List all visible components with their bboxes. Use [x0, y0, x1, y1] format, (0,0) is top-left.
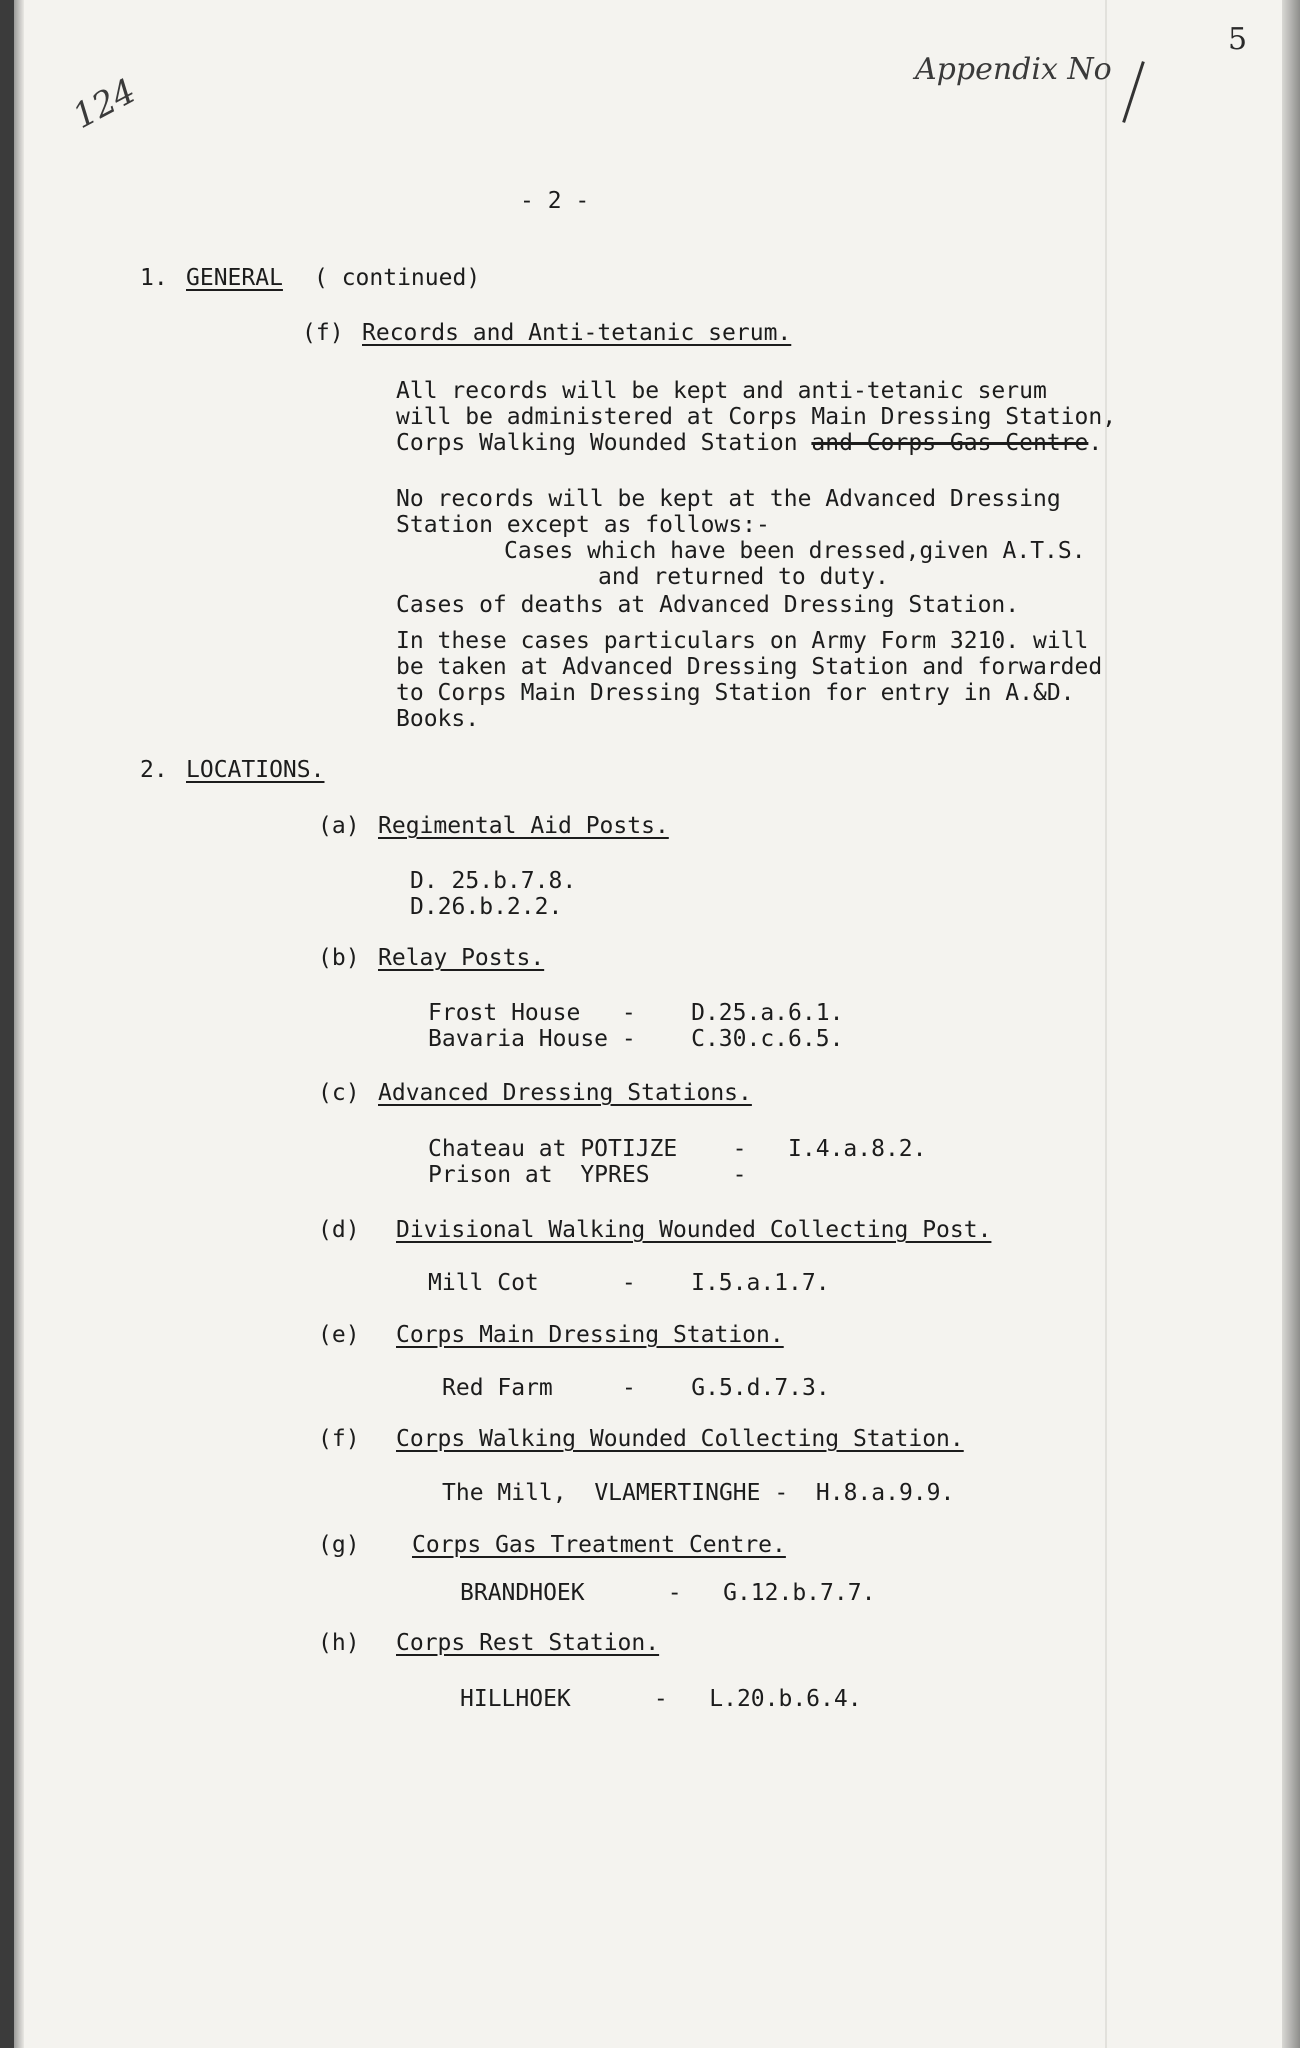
location-line: BRANDHOEK - G.12.b.7.7. — [460, 1580, 876, 1606]
paragraph-line: Station except as follows:- — [396, 512, 770, 538]
page-marker: - 2 - — [520, 188, 590, 214]
subsection-label: (e) — [318, 1322, 360, 1348]
location-line: D. 25.b.7.8. — [410, 868, 577, 894]
paragraph-line: In these cases particulars on Army Form 3210. will — [396, 628, 1089, 654]
folio-number: 124 — [66, 71, 143, 137]
paragraph-line: be taken at Advanced Dressing Station and forwarded — [396, 654, 1103, 680]
subsection-label: (f) — [318, 1426, 360, 1452]
paragraph-line: No records will be kept at the Advanced Dressing — [396, 486, 1061, 512]
location-line: Chateau at POTIJZE - I.4.a.8.2. — [428, 1136, 927, 1162]
subsection-label: (d) — [318, 1217, 360, 1243]
location-line: The Mill, VLAMERTINGHE - H.8.a.9.9. — [442, 1480, 955, 1506]
paragraph-line: Cases which have been dressed,given A.T.S. — [504, 538, 1086, 564]
subsection-title: Corps Gas Treatment Centre. — [412, 1532, 786, 1558]
paragraph-line: All records will be kept and anti-tetanic serum — [396, 378, 1047, 404]
scan-left-edge — [0, 0, 14, 2048]
subsection-title: Advanced Dressing Stations. — [378, 1080, 752, 1106]
section2-title: LOCATIONS. — [186, 757, 325, 783]
location-line: HILLHOEK - L.20.b.6.4. — [460, 1686, 862, 1712]
scan-left-shadow — [14, 0, 24, 2048]
subsection-label: (b) — [318, 945, 360, 971]
section1-number: 1. — [140, 265, 168, 291]
subsection-title: Corps Walking Wounded Collecting Station. — [396, 1426, 964, 1452]
paragraph-line: Cases of deaths at Advanced Dressing Station. — [396, 592, 1020, 618]
subsection-f-label: (f) — [302, 320, 344, 346]
section2-number: 2. — [140, 757, 168, 783]
paragraph-line: and returned to duty. — [598, 564, 889, 590]
paper-fold-line — [1105, 0, 1107, 2048]
subsection-title: Divisional Walking Wounded Collecting Post. — [396, 1217, 992, 1243]
section1-title-suffix: ( continued) — [314, 265, 481, 291]
subsection-title: Relay Posts. — [378, 945, 545, 971]
subsection-label: (c) — [318, 1080, 360, 1106]
location-line: Bavaria House - C.30.c.6.5. — [428, 1026, 844, 1052]
paragraph-line: will be administered at Corps Main Dressing Station, — [396, 404, 1117, 430]
paragraph-line-end: . — [1088, 430, 1103, 456]
location-line: Red Farm - G.5.d.7.3. — [442, 1375, 830, 1401]
subsection-title: Corps Rest Station. — [396, 1630, 660, 1656]
paragraph-line-text: Corps Walking Wounded Station — [396, 430, 812, 456]
location-line: Mill Cot - I.5.a.1.7. — [428, 1270, 830, 1296]
paragraph-line: to Corps Main Dressing Station for entry in A.&D. — [396, 680, 1075, 706]
appendix-note: Appendix No — [915, 52, 1112, 87]
subsection-label: (g) — [318, 1532, 360, 1558]
scan-right-edge — [1282, 0, 1300, 2048]
location-line: Prison at YPRES - — [428, 1162, 747, 1188]
handwritten-slash — [1122, 61, 1145, 123]
section1-title: GENERAL — [186, 265, 283, 291]
subsection-title: Corps Main Dressing Station. — [396, 1322, 784, 1348]
page-number: 5 — [1228, 22, 1248, 57]
paragraph-line: Books. — [396, 706, 480, 732]
location-line: Frost House - D.25.a.6.1. — [428, 1000, 844, 1026]
subsection-title: Regimental Aid Posts. — [378, 813, 669, 839]
subsection-label: (a) — [318, 813, 360, 839]
location-line: D.26.b.2.2. — [410, 894, 563, 920]
paragraph-line — [396, 430, 1102, 456]
subsection-f-title: Records and Anti-tetanic serum. — [362, 320, 792, 346]
subsection-label: (h) — [318, 1630, 360, 1656]
struck-text: and Corps Gas Centre — [811, 430, 1089, 456]
